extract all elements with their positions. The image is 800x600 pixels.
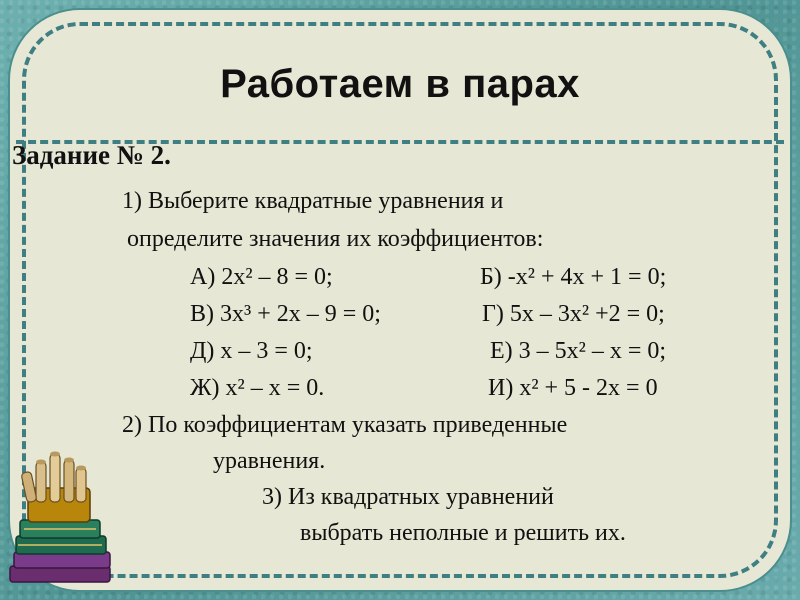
title-band <box>16 16 784 144</box>
step2-line2: уравнения. <box>213 448 326 474</box>
step2-line1: 2) По коэффициентам указать приведенные <box>122 412 568 438</box>
page-title: Работаем в парах <box>220 62 580 106</box>
equation-e: Е) 3 – 5х² – х = 0; <box>490 338 667 364</box>
task-heading: Задание № 2. <box>12 140 171 170</box>
step1-line1: 1) Выберите квадратные уравнения и <box>122 188 504 214</box>
equation-i: И) х² + 5 - 2х = 0 <box>488 375 658 401</box>
equation-d: Д) х – 3 = 0; <box>190 338 313 364</box>
equation-b: Б) -х² + 4х + 1 = 0; <box>480 264 667 290</box>
equation-g: Г) 5х – 3х² +2 = 0; <box>482 301 665 327</box>
step1-line2: определите значения их коэффициентов: <box>127 226 544 252</box>
equation-zh: Ж) х² – х = 0. <box>190 375 325 401</box>
equation-a: А) 2х² – 8 = 0; <box>190 264 333 290</box>
books-stack-icon <box>6 448 116 588</box>
step3-line2: выбрать неполные и решить их. <box>300 520 626 546</box>
equation-v: В) 3х³ + 2х – 9 = 0; <box>190 301 381 327</box>
step3-line1: 3) Из квадратных уравнений <box>262 484 554 510</box>
